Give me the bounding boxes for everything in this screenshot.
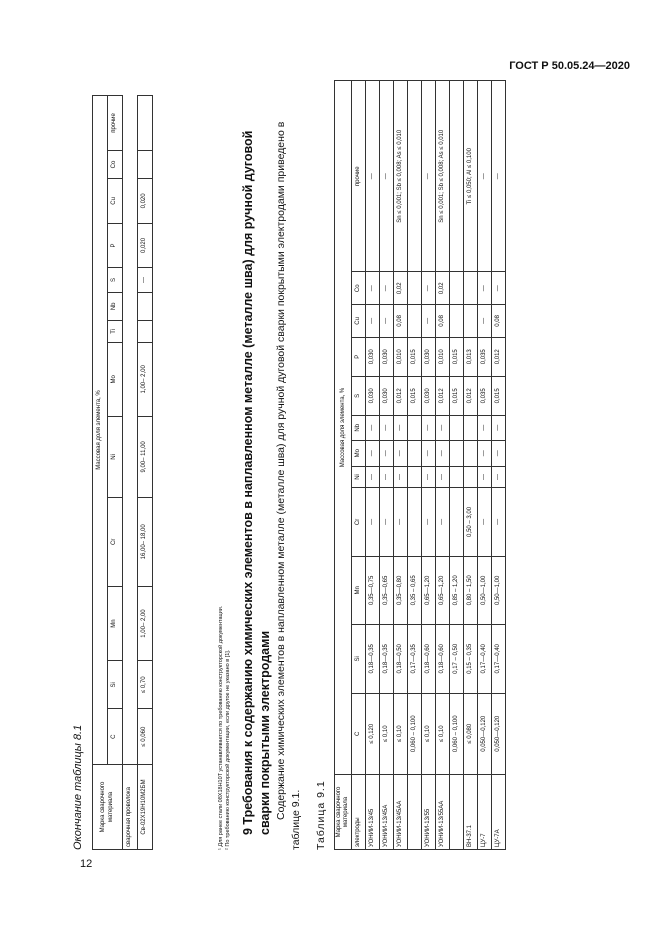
table-cell [450,466,464,487]
electrode-name [408,775,422,850]
electrode-name: УОНИИ-13/45А [380,775,394,850]
col-header: S [352,376,366,415]
table-cell: — [380,305,394,338]
section-title: 9 Требования к содержанию химических элементов в наплавленном металле (металле шва) для ручной дуговой сварки покрытыми электродами [241,130,272,835]
table-row [492,81,506,850]
table-cell [450,488,464,556]
table-cell: 0,35—0,80 [394,556,408,624]
table-8-1-caption: Окончание таблицы 8.1 [72,724,84,850]
table-9-1 [334,80,506,850]
table-cell [464,466,478,487]
table-cell: ≤ 0,10 [422,693,436,774]
table-8-1-notes [218,606,232,850]
table-cell: ≤ 0,10 [380,693,394,774]
table-cell: — [366,305,380,338]
table-cell: 0,65—1,20 [422,556,436,624]
table-cell: 0,17 – 0,50 [450,625,464,693]
table-cell: — [436,488,450,556]
table-cell [450,272,464,305]
rotated-page-content [72,80,632,850]
col-header: Si [108,661,123,709]
col-header: прочие [352,81,366,273]
table-cell: 0,015 [492,376,506,415]
table-cell: 0,030 [422,376,436,415]
table-cell [464,440,478,466]
col-header: Ti [108,320,123,342]
table-cell: 0,08 [492,305,506,338]
col-header: C [352,693,366,774]
table-cell: 0,010 [436,337,450,376]
table-row [408,81,422,850]
table-cell: — [366,440,380,466]
table-cell: 0,18—0,50 [394,625,408,693]
col-header: Ni [352,466,366,487]
table-cell: 0,18—0,35 [380,625,394,693]
table-cell: — [436,440,450,466]
table-cell [408,81,422,273]
table-cell [408,272,422,305]
table-cell [450,305,464,338]
table-cell: 16,00– 18,00 [138,497,153,586]
table-row [394,81,408,850]
table-cell: ≤ 0,10 [394,693,408,774]
col-header: прочие [108,96,123,151]
table-cell: — [394,440,408,466]
table-cell: — [380,415,394,440]
table-cell [464,305,478,338]
table-cell: 0,015 [450,337,464,376]
col-header: Co [352,272,366,305]
col-header: Mo [352,440,366,466]
table-cell: — [380,81,394,273]
table-cell: ≤ 0,10 [436,693,450,774]
table-cell: — [366,415,380,440]
electrode-name: ВН-37.1 [464,775,478,850]
table-cell: ≤ 0,080 [464,693,478,774]
table-cell: 0,030 [422,337,436,376]
table-cell: — [394,488,408,556]
table-cell: 0,060 – 0,100 [408,693,422,774]
table-cell [408,488,422,556]
table-cell: — [436,415,450,440]
table-row [478,81,492,850]
col-header: Si [352,625,366,693]
electrode-name [450,775,464,850]
table-cell: — [422,272,436,305]
electrode-name: УОНИИ-13/55АА [436,775,450,850]
table-row [450,81,464,850]
table-cell [408,415,422,440]
table-cell: — [422,488,436,556]
table-cell: 0,010 [394,337,408,376]
table-cell: — [380,466,394,487]
table-cell: — [492,272,506,305]
table-cell [464,415,478,440]
table-cell: — [422,466,436,487]
col-header: Co [108,150,123,178]
table-cell: 0,050—0,120 [492,693,506,774]
table-cell: — [492,488,506,556]
table-cell: — [380,440,394,466]
table-cell: — [478,466,492,487]
table-cell [408,466,422,487]
table-cell: — [394,466,408,487]
table-cell: 0,02 [436,272,450,305]
electrode-name: УОНИИ-13/45АА [394,775,408,850]
table-cell: — [422,305,436,338]
col-header: Mn [108,586,123,660]
table-cell: 0,030 [366,337,380,376]
electrode-name: УОНИИ-13/45 [366,775,380,850]
col-header: Cu [352,305,366,338]
table-cell: 0,35 – 0,65 [408,556,422,624]
note-2: ² По требованию конструкторской документации, если другое не указано в [1]. [225,649,232,850]
col-header: P [352,337,366,376]
col-header: S [108,268,123,292]
table-cell [138,150,153,178]
table-9-1-caption: Таблица 9.1 [315,780,327,850]
col-header: Nb [108,292,123,320]
table-cell: 0,012 [492,337,506,376]
table-cell [464,272,478,305]
table-cell: 0,050—0,120 [478,693,492,774]
table-cell: Ti ≤ 0,050; Al ≤ 0,100 [464,81,478,273]
table-cell [408,305,422,338]
table-cell: 0,50—1,00 [492,556,506,624]
table-cell: — [478,415,492,440]
table-cell: 0,65—1,20 [436,556,450,624]
table-cell: 0,012 [464,376,478,415]
table-cell: 0,08 [436,305,450,338]
table-cell: 0,035 [478,337,492,376]
table-row [464,81,478,850]
table-cell: Sn ≤ 0,001; Sb ≤ 0,008; As ≤ 0,010 [394,81,408,273]
table-cell: 0,030 [366,376,380,415]
table-cell: — [380,272,394,305]
table-row [436,81,450,850]
col-header: Mo [108,342,123,416]
table-cell: Sn ≤ 0,001; Sb ≤ 0,008; As ≤ 0,010 [436,81,450,273]
table-cell: 0,35—0,75 [366,556,380,624]
table-cell: 0,50—1,00 [478,556,492,624]
table-cell: — [492,81,506,273]
table-cell [450,415,464,440]
table-cell: 0,013 [464,337,478,376]
note-1: ¹ Для ранее стали 08Х18Н10Т устанавливается по требованию конструкторской документации. [218,605,224,850]
col-header: Cr [108,497,123,586]
table-cell: — [366,81,380,273]
table-row [366,81,380,850]
table-cell: — [366,272,380,305]
table-cell: 1,00– 2,00 [138,586,153,660]
table-row [380,81,394,850]
table-row [422,81,436,850]
page-number: 12 [80,858,93,870]
table-cell: — [478,488,492,556]
table-cell: 0,015 [408,337,422,376]
col-header: C [108,709,123,765]
table-cell [450,440,464,466]
table-cell: 0,060 – 0,100 [450,693,464,774]
table-cell: 0,015 [408,376,422,415]
table-cell: 0,020 [138,179,153,224]
col-header: Ni [108,416,123,497]
table-cell: 0,030 [380,376,394,415]
table-8-1 [92,95,153,850]
electrode-name: УОНИИ-13/55 [422,775,436,850]
mark-header-2: Марка сварочного материала [335,775,352,850]
section-paragraph: Содержание химических элементов в наплавленном металле (металле шва) для ручной дуговой сварки покрытыми электродами приведено в таблице 9.1. [275,121,302,850]
table-cell: 0,012 [436,376,450,415]
table-cell: 0,50 – 3,00 [464,488,478,556]
electrode-name: ЦУ-7 [478,775,492,850]
table-cell [138,292,153,320]
table-cell: 0,035 [478,376,492,415]
table-cell: — [478,81,492,273]
table-cell: ≤ 0,120 [366,693,380,774]
wire-header: сварочная проволока [123,765,138,850]
mark-header: Марка сварочного материала [93,765,123,850]
table-cell: 0,17—0,40 [492,625,506,693]
table-cell: 0,08 [394,305,408,338]
table-cell: — [138,268,153,292]
table-cell [450,81,464,273]
col-header: P [108,223,123,268]
table-cell [138,96,153,151]
table-cell: 0,85 – 1,20 [450,556,464,624]
table-cell: — [422,415,436,440]
table-cell: — [380,488,394,556]
mass-header: Массовая доля элемента, % [93,96,108,765]
mass-header-2: Массовая доля элемента, % [335,81,352,775]
table-cell: ≤ 0,060 [138,709,153,765]
electrodes-header: электроды [352,775,366,850]
electrode-name: ЦУ-7А [492,775,506,850]
table-cell: 0,012 [394,376,408,415]
table-cell: 0,17—0,40 [478,625,492,693]
table-cell: — [422,440,436,466]
table-cell: — [436,466,450,487]
col-header: Cr [352,488,366,556]
table-cell: 1,00– 2,00 [138,342,153,416]
document-header: ГОСТ Р 50.05.24—2020 [509,60,630,72]
table-cell: 0,02 [394,272,408,305]
table-cell: 0,030 [380,337,394,376]
table-cell: 0,15 – 0,35 [464,625,478,693]
table-cell: 0,17—0,35 [408,625,422,693]
col-header: Nb [352,415,366,440]
table-cell: — [492,440,506,466]
table-cell: Св-02Х19Н10М2БМ [138,765,153,850]
table-cell: 0,020 [138,223,153,268]
table-cell: 0,015 [450,376,464,415]
table-cell: 0,18—0,60 [436,625,450,693]
table-cell: — [492,466,506,487]
table-cell: — [366,488,380,556]
table-cell: — [422,81,436,273]
table-cell [138,320,153,342]
table-cell [408,440,422,466]
col-header: Mn [352,556,366,624]
table-cell: 0,18—0,60 [422,625,436,693]
table-cell: — [478,305,492,338]
table-cell: — [366,466,380,487]
table-cell: ≤ 0,70 [138,661,153,709]
col-header: Cu [108,179,123,224]
table-cell: — [478,440,492,466]
table-cell: — [478,272,492,305]
table-cell: 0,18—0,35 [366,625,380,693]
table-cell: 9,00– 11,00 [138,416,153,497]
table-cell: — [492,415,506,440]
table-cell: 0,80 – 1,50 [464,556,478,624]
table-cell: 0,35—0,65 [380,556,394,624]
table-cell: — [394,415,408,440]
